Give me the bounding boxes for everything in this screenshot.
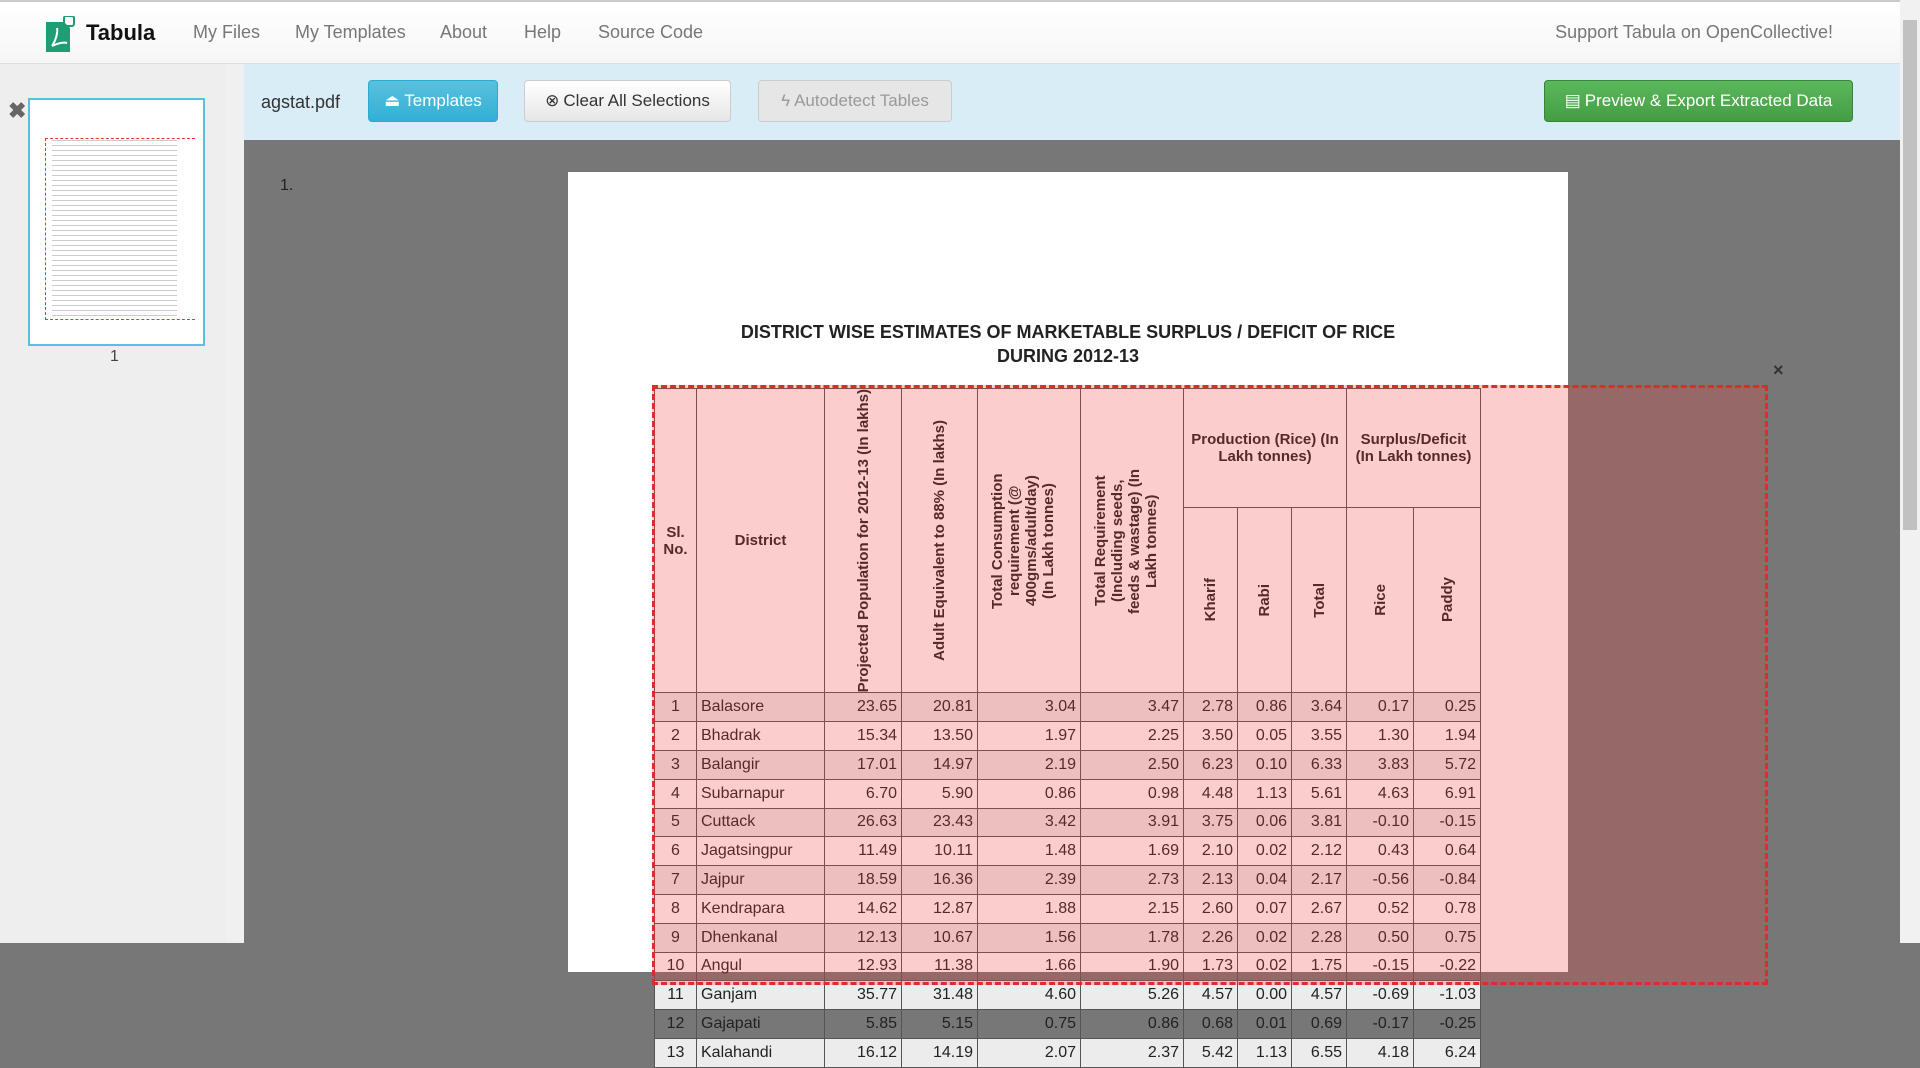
table-cell: 1.75 bbox=[1292, 952, 1347, 981]
sidebar-scrollbar[interactable] bbox=[226, 64, 244, 943]
table-cell: 20.81 bbox=[902, 693, 978, 722]
header-text: Rabi bbox=[1256, 583, 1273, 617]
templates-button[interactable] bbox=[368, 80, 498, 122]
table-cell: 2.67 bbox=[1292, 894, 1347, 923]
table-cell: 0.98 bbox=[1081, 779, 1184, 808]
table-cell: Balasore bbox=[697, 693, 825, 722]
table-cell: 6.24 bbox=[1414, 1038, 1481, 1067]
col-surplus: Surplus/Deficit (In Lakh tonnes) bbox=[1347, 389, 1481, 508]
table-cell: 14.19 bbox=[902, 1038, 978, 1067]
table-cell: 2.07 bbox=[978, 1038, 1081, 1067]
table-cell: 10.11 bbox=[902, 837, 978, 866]
table-cell: 3.04 bbox=[978, 693, 1081, 722]
table-cell: 0.75 bbox=[1414, 923, 1481, 952]
table-row bbox=[655, 1038, 1481, 1067]
table-cell: 0.25 bbox=[1414, 693, 1481, 722]
table-cell: 0.06 bbox=[1238, 808, 1292, 837]
remove-page-icon[interactable]: ✖ bbox=[8, 98, 27, 123]
page-thumbnail[interactable] bbox=[28, 98, 205, 346]
table-cell: 1.88 bbox=[978, 894, 1081, 923]
table-cell: 3.64 bbox=[1292, 693, 1347, 722]
table-cell: 12.93 bbox=[825, 952, 902, 981]
table-cell: 3.81 bbox=[1292, 808, 1347, 837]
nav-about[interactable]: About bbox=[440, 22, 488, 42]
table-cell: Ganjam bbox=[697, 981, 825, 1010]
table-cell: 6.70 bbox=[825, 779, 902, 808]
table-cell: 1.78 bbox=[1081, 923, 1184, 952]
table-cell: 14.97 bbox=[902, 751, 978, 780]
table-cell: 2.50 bbox=[1081, 751, 1184, 780]
clear-all-selections-button[interactable] bbox=[524, 80, 731, 122]
header-text: Paddy bbox=[1438, 577, 1456, 623]
header-text: Rice bbox=[1371, 584, 1389, 616]
table-cell: 18.59 bbox=[825, 866, 902, 895]
table-cell: 2.26 bbox=[1184, 923, 1238, 952]
table-cell: 1.48 bbox=[978, 837, 1081, 866]
nav-my-files[interactable]: My Files bbox=[193, 22, 260, 42]
table-cell: 12 bbox=[655, 1010, 697, 1039]
table-cell: 0.50 bbox=[1347, 923, 1414, 952]
navbar bbox=[0, 0, 1900, 64]
table-cell: 5.61 bbox=[1292, 779, 1347, 808]
table-cell: 3.50 bbox=[1184, 722, 1238, 751]
table-cell: 23.65 bbox=[825, 693, 902, 722]
table-cell: 3.55 bbox=[1292, 722, 1347, 751]
table-cell: 2.78 bbox=[1184, 693, 1238, 722]
table-cell: 4.57 bbox=[1292, 981, 1347, 1010]
table-cell: 1.97 bbox=[978, 722, 1081, 751]
table-cell: 4.18 bbox=[1347, 1038, 1414, 1067]
table-cell: 3.75 bbox=[1184, 808, 1238, 837]
table-cell: 1.94 bbox=[1414, 722, 1481, 751]
table-cell: 1.66 bbox=[978, 952, 1081, 981]
title-line: DURING 2012-13 bbox=[996, 346, 1140, 366]
preview-label: Preview & Export Extracted Data bbox=[1584, 91, 1833, 110]
table-cell: 1.73 bbox=[1184, 952, 1238, 981]
lightning-icon: ϟ bbox=[781, 91, 791, 110]
table-cell: 4.60 bbox=[978, 981, 1081, 1010]
templates-icon: ⏏ bbox=[384, 91, 401, 110]
table-cell: 2.25 bbox=[1081, 722, 1184, 751]
table-cell: -0.10 bbox=[1347, 808, 1414, 837]
table-cell: 5.90 bbox=[902, 779, 978, 808]
table-cell: Gajapati bbox=[697, 1010, 825, 1039]
table-cell: Balangir bbox=[697, 751, 825, 780]
table-cell: -0.25 bbox=[1414, 1010, 1481, 1039]
table-cell: Cuttack bbox=[697, 808, 825, 837]
table-cell: Dhenkanal bbox=[697, 923, 825, 952]
table-cell: 2.28 bbox=[1292, 923, 1347, 952]
table-cell: Kendrapara bbox=[697, 894, 825, 923]
table-cell: -0.17 bbox=[1347, 1010, 1414, 1039]
header-text: Total bbox=[1310, 582, 1328, 618]
table-cell: 5.72 bbox=[1414, 751, 1481, 780]
table-cell: 9 bbox=[655, 923, 697, 952]
table-cell: 16.36 bbox=[902, 866, 978, 895]
list-icon: ▤ bbox=[1564, 91, 1581, 110]
clear-label: Clear All Selections bbox=[563, 91, 710, 110]
templates-label: Templates bbox=[404, 91, 482, 110]
table-cell: 3.42 bbox=[978, 808, 1081, 837]
table-cell: 0.02 bbox=[1238, 923, 1292, 952]
table-cell: 0.86 bbox=[1081, 1010, 1184, 1039]
table-cell: -1.03 bbox=[1414, 981, 1481, 1010]
col-sl: Sl. No. bbox=[655, 389, 697, 693]
table-cell: 11.38 bbox=[902, 952, 978, 981]
brand[interactable]: Tabula bbox=[86, 20, 156, 45]
table-cell: -0.84 bbox=[1414, 866, 1481, 895]
header-text: Kharif bbox=[1202, 578, 1219, 622]
table-cell: 2.17 bbox=[1292, 866, 1347, 895]
remove-selection-icon[interactable]: × bbox=[1773, 360, 1784, 380]
table-cell: 3.91 bbox=[1081, 808, 1184, 837]
table-cell: 0.86 bbox=[978, 779, 1081, 808]
table-selection[interactable] bbox=[652, 385, 1768, 985]
scrollbar-thumb[interactable] bbox=[1903, 20, 1917, 530]
table-cell: 12.13 bbox=[825, 923, 902, 952]
table-cell: 2.37 bbox=[1081, 1038, 1184, 1067]
table-cell: 0.64 bbox=[1414, 837, 1481, 866]
table-cell: 0.01 bbox=[1238, 1010, 1292, 1039]
table-cell: 5.42 bbox=[1184, 1038, 1238, 1067]
title-line: DISTRICT WISE ESTIMATES OF MARKETABLE SURPLUS / DEFICIT OF RICE bbox=[740, 322, 1396, 342]
table-cell: 2.73 bbox=[1081, 866, 1184, 895]
document-title bbox=[568, 320, 1568, 368]
table-cell: 10.67 bbox=[902, 923, 978, 952]
table-cell: 4.57 bbox=[1184, 981, 1238, 1010]
table-cell: 1.13 bbox=[1238, 779, 1292, 808]
table-cell: 6.91 bbox=[1414, 779, 1481, 808]
table-cell: 23.43 bbox=[902, 808, 978, 837]
table-cell: 11 bbox=[655, 981, 697, 1010]
table-cell: 1.69 bbox=[1081, 837, 1184, 866]
table-cell: 5.85 bbox=[825, 1010, 902, 1039]
table-cell: -0.69 bbox=[1347, 981, 1414, 1010]
nav-source-code[interactable]: Source Code bbox=[598, 22, 704, 42]
table-cell: 13 bbox=[655, 1038, 697, 1067]
table-cell: 1.56 bbox=[978, 923, 1081, 952]
table-cell: 0.52 bbox=[1347, 894, 1414, 923]
header-text: Adult Equivalent to 88% (In lakhs) bbox=[931, 420, 948, 662]
table-cell: -0.15 bbox=[1347, 952, 1414, 981]
table-cell: 1.13 bbox=[1238, 1038, 1292, 1067]
preview-export-button[interactable] bbox=[1544, 80, 1853, 122]
table-row bbox=[655, 1010, 1481, 1039]
page-label: 1. bbox=[280, 177, 294, 194]
table-cell: 0.69 bbox=[1292, 1010, 1347, 1039]
table-cell: Bhadrak bbox=[697, 722, 825, 751]
table-cell: 5.15 bbox=[902, 1010, 978, 1039]
table-cell: -0.15 bbox=[1414, 808, 1481, 837]
table-cell: 17.01 bbox=[825, 751, 902, 780]
table-cell: 3.83 bbox=[1347, 751, 1414, 780]
table-cell: 6.55 bbox=[1292, 1038, 1347, 1067]
table-cell: 3.47 bbox=[1081, 693, 1184, 722]
table-cell: 2.19 bbox=[978, 751, 1081, 780]
table-cell: 26.63 bbox=[825, 808, 902, 837]
thumbnail-selection bbox=[45, 138, 195, 320]
table-cell: 11.49 bbox=[825, 837, 902, 866]
table-cell: 5 bbox=[655, 808, 697, 837]
table-cell: 1.90 bbox=[1081, 952, 1184, 981]
table-cell: -0.22 bbox=[1414, 952, 1481, 981]
table-cell: 0.04 bbox=[1238, 866, 1292, 895]
table-cell: 15.34 bbox=[825, 722, 902, 751]
table-cell: Kalahandi bbox=[697, 1038, 825, 1067]
table-cell: 2.12 bbox=[1292, 837, 1347, 866]
table-cell: 0.43 bbox=[1347, 837, 1414, 866]
table-cell: Jagatsingpur bbox=[697, 837, 825, 866]
table-cell: 4 bbox=[655, 779, 697, 808]
table-cell: 13.50 bbox=[902, 722, 978, 751]
filename: agstat.pdf bbox=[261, 92, 341, 112]
table-cell: 0.05 bbox=[1238, 722, 1292, 751]
table-cell: 0.86 bbox=[1238, 693, 1292, 722]
header-text: Projected Population for 2012-13 (In lakhs) bbox=[854, 389, 872, 693]
tabula-logo-icon[interactable] bbox=[46, 16, 76, 52]
table-cell: 3 bbox=[655, 751, 697, 780]
table-cell: 2.13 bbox=[1184, 866, 1238, 895]
table-cell: 2 bbox=[655, 722, 697, 751]
toolbar bbox=[244, 64, 1900, 140]
table-cell: Angul bbox=[697, 952, 825, 981]
table-cell: 35.77 bbox=[825, 981, 902, 1010]
table-cell: 6.23 bbox=[1184, 751, 1238, 780]
header-text: Total Consumption requirement (@ 400gms/adult/day) (In Lakh tonnes) bbox=[989, 472, 1057, 609]
table-cell: 0.02 bbox=[1238, 837, 1292, 866]
table-cell: 1.30 bbox=[1347, 722, 1414, 751]
table-cell: 8 bbox=[655, 894, 697, 923]
table-cell: 0.75 bbox=[978, 1010, 1081, 1039]
table-cell: 0.17 bbox=[1347, 693, 1414, 722]
table-cell: 1 bbox=[655, 693, 697, 722]
table-cell: 0.68 bbox=[1184, 1010, 1238, 1039]
table-cell: 4.48 bbox=[1184, 779, 1238, 808]
table-cell: 2.15 bbox=[1081, 894, 1184, 923]
table-cell: 0.02 bbox=[1238, 952, 1292, 981]
table-cell: 6.33 bbox=[1292, 751, 1347, 780]
main-scrollbar[interactable] bbox=[1900, 0, 1920, 943]
support-link[interactable]: Support Tabula on OpenCollective! bbox=[1555, 22, 1833, 42]
autodetect-tables-button[interactable] bbox=[758, 80, 952, 122]
table-cell: 14.62 bbox=[825, 894, 902, 923]
table-cell: 6 bbox=[655, 837, 697, 866]
table-cell: 12.87 bbox=[902, 894, 978, 923]
table-cell: 4.63 bbox=[1347, 779, 1414, 808]
col-production: Production (Rice) (In Lakh tonnes) bbox=[1184, 389, 1347, 508]
header-text: Total Requirement (Including seeds, feeds & wastage) (In Lakh tonnes) bbox=[1092, 468, 1160, 614]
table-cell: 2.10 bbox=[1184, 837, 1238, 866]
table-cell: 10 bbox=[655, 952, 697, 981]
table-cell: 2.39 bbox=[978, 866, 1081, 895]
nav-help[interactable]: Help bbox=[524, 22, 562, 42]
col-district: District bbox=[697, 389, 825, 693]
table-cell: 5.26 bbox=[1081, 981, 1184, 1010]
autodetect-label: Autodetect Tables bbox=[794, 91, 929, 110]
table-cell: 0.07 bbox=[1238, 894, 1292, 923]
table-cell: 31.48 bbox=[902, 981, 978, 1010]
circle-x-icon: ⊗ bbox=[545, 91, 560, 110]
table-cell: 7 bbox=[655, 866, 697, 895]
thumbnail-page-number: 1 bbox=[110, 348, 119, 365]
table-cell: -0.56 bbox=[1347, 866, 1414, 895]
table-cell: 0.10 bbox=[1238, 751, 1292, 780]
table-cell: 0.00 bbox=[1238, 981, 1292, 1010]
nav-my-templates[interactable]: My Templates bbox=[295, 22, 406, 42]
table-row bbox=[655, 981, 1481, 1010]
table-cell: Subarnapur bbox=[697, 779, 825, 808]
table-cell: 0.78 bbox=[1414, 894, 1481, 923]
table-cell: Jajpur bbox=[697, 866, 825, 895]
table-cell: 16.12 bbox=[825, 1038, 902, 1067]
table-cell: 2.60 bbox=[1184, 894, 1238, 923]
